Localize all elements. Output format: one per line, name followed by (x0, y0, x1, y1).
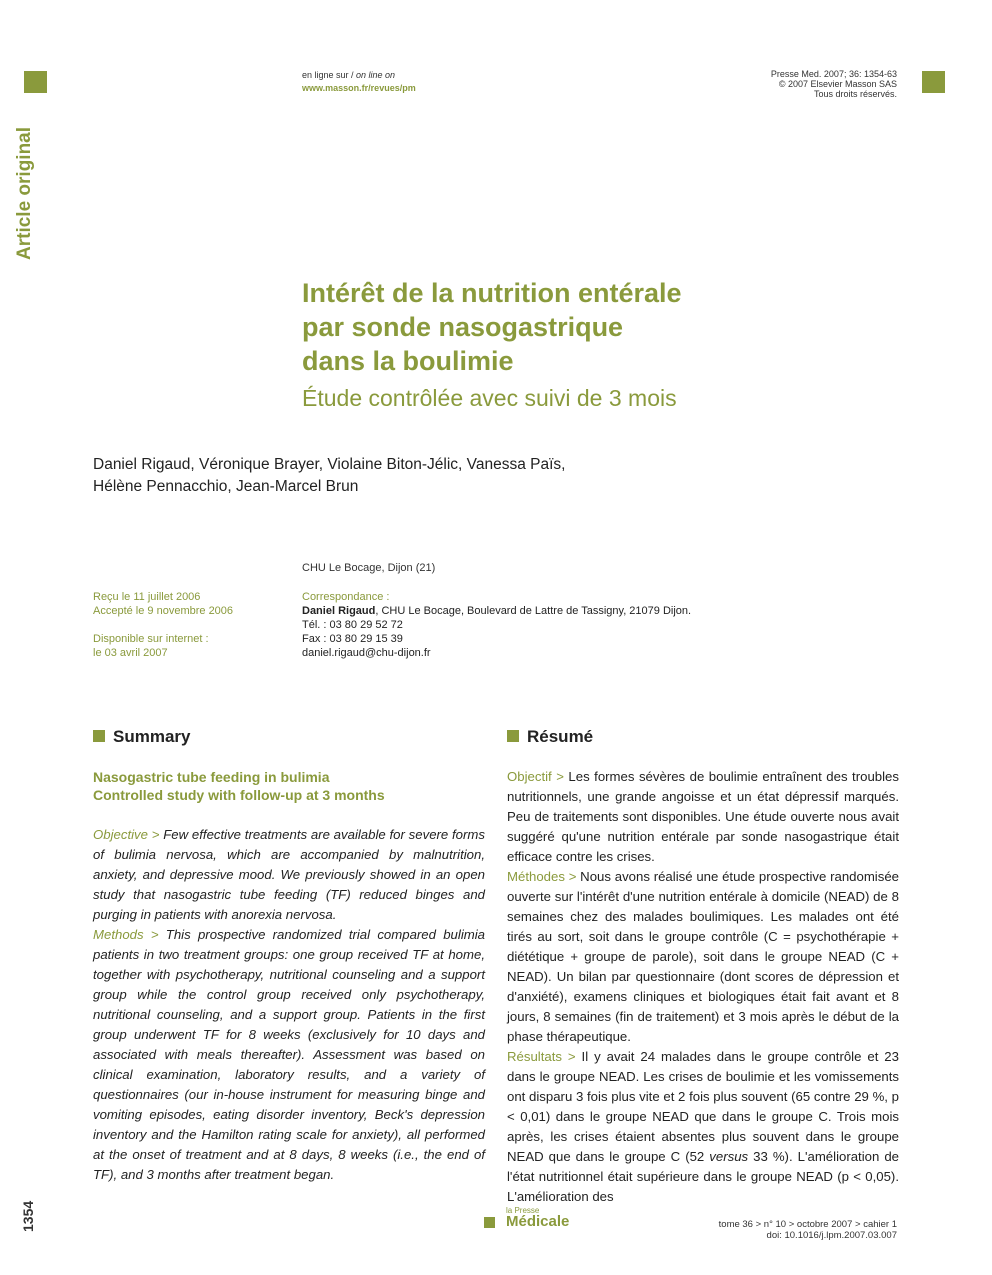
summary-methods (93, 925, 485, 1185)
available-label: Disponible sur internet : (93, 633, 209, 645)
article-subtitle: Étude contrôlée avec suivi de 3 mois (302, 385, 677, 411)
authors (93, 454, 713, 498)
resultats-text-1: Il y avait 24 malades dans le groupe contrôle et 23 dans le groupe NEAD. Les crises de boulimie et les vomissements ont disparu 3 fois plus vite et 2 fois plus souvent (65 contre 29 %, p < 0,01) dans le groupe NEAD que dans le groupe C. Trois mois après, les crises étaient absentes plus souvent dans le groupe NEAD que dans le groupe C (52 (507, 1049, 899, 1164)
resultats-italic: versus (709, 1149, 749, 1164)
resume-objectif (507, 767, 899, 867)
objective-label: Objective > (93, 827, 164, 842)
square-bullet-icon (93, 730, 105, 742)
methods-label: Methods > (93, 927, 166, 942)
methodes-text: Nous avons réalisé une étude prospective randomisée ouverte sur l'intérêt d'une nutrition entérale à domicile (NEAD) de 8 semaines chez des malades boulimiques. Les malades ont été tirés au sort, soit dans le groupe contrôle (C = psychothérapie + diététique + groupe de parole), soit dans le groupe NEAD (C + NEAD). Un bilan par questionnaire (dont scores de dépression et d'anxiété), examens cliniques et biologiques était fait avant et 8 jours, 8 semaines (fin de traitement) et 3 mois après le début de la phase thérapeutique. (507, 869, 899, 1044)
correspondence (302, 590, 752, 660)
citation (771, 69, 897, 99)
logo-main-text: Médicale (506, 1213, 570, 1230)
corner-square-right (922, 71, 945, 93)
doi-line: doi: 10.1016/j.lpm.2007.03.007 (766, 1230, 897, 1241)
resume-heading (507, 727, 593, 747)
resume-resultats (507, 1047, 899, 1207)
summary-body (93, 825, 485, 1185)
correspondence-name: Daniel Rigaud (302, 605, 376, 617)
title-line: dans la boulimie (302, 346, 514, 376)
logo-square-icon (484, 1217, 495, 1228)
article-title (302, 276, 822, 378)
resume-heading-text: Résumé (527, 727, 594, 746)
summary-objective (93, 825, 485, 925)
summary-heading-text: Summary (113, 727, 191, 746)
resume-body (507, 767, 899, 1207)
title-line: Intérêt de la nutrition entérale (302, 278, 682, 308)
methods-text: This prospective randomized trial compared bulimia patients in two treatment groups: one group received TF at home, together with psychotherapy, nutritional counseling and a support group while the control group received only psychotherapy, nutritional counseling, and a support group. Patients in the first group underwent TF for 8 weeks (exclusively for 10 days and associated with meals thereafter). Assessment was based on clinical examination, laboratory results, and a variety of questionnaires (our in-house instrument for measuring binge and vomiting episodes, eating disorder inventory, Beck's depression inventory and the Hamilton rating scale for anxiety), all performed at the onset of treatment and at 8 days, 8 weeks (i.e., the end of TF), and 3 months after treatment began. (93, 927, 485, 1182)
objectif-text: Les formes sévères de boulimie entraînent des troubles nutritionnels, une grande angoisse et un état dépressif marqués. Peu de traitements sont disponibles. Une étude ouverte nous avait suggéré qu'une nutrition entérale par sonde nasogastrique était efficace contre les crises. (507, 769, 899, 864)
authors-line: Hélène Pennacchio, Jean-Marcel Brun (93, 478, 359, 495)
date-accepted: Accepté le 9 novembre 2006 (93, 605, 234, 617)
citation-line: © 2007 Elsevier Masson SAS (778, 79, 897, 89)
methodes-label: Méthodes > (507, 869, 581, 884)
correspondence-email[interactable]: daniel.rigaud@chu-dijon.fr (302, 647, 431, 659)
correspondence-fax: Fax : 03 80 29 15 39 (302, 633, 403, 645)
citation-line: Tous droits réservés. (813, 89, 897, 99)
issue-line: tome 36 > n° 10 > octobre 2007 > cahier 1 (718, 1219, 897, 1230)
citation-line: Presse Med. 2007; 36: 1354-63 (770, 69, 897, 79)
summary-heading (93, 727, 190, 747)
summary-subtitle (93, 768, 485, 804)
page-number: 1354 (20, 1200, 36, 1232)
resultats-label: Résultats > (507, 1049, 582, 1064)
online-italic: on line on (356, 70, 396, 80)
objective-text: Few effective treatments are available for severe forms of bulimia nervosa, which are accompanied by malnutrition, anxiety, and depressive mood. We previously showed in an open study that nasogastric tube feeding (TF) reduced binges and purging in patients with anorexia nervosa. (93, 827, 485, 922)
correspondence-label: Correspondance : (302, 591, 390, 603)
summary-subtitle-line: Nasogastric tube feeding in bulimia (93, 769, 330, 785)
summary-subtitle-line: Controlled study with follow-up at 3 months (93, 787, 385, 803)
corner-square-left (24, 71, 47, 93)
article-type-label: Article original (14, 126, 35, 260)
available-date: le 03 avril 2007 (93, 647, 168, 659)
objectif-label: Objectif > (507, 769, 569, 784)
authors-line: Daniel Rigaud, Véronique Brayer, Violaine Biton-Jélic, Vanessa Païs, (93, 456, 566, 473)
logo-top-text: la Presse (506, 1206, 540, 1215)
issue-reference (719, 1219, 897, 1241)
online-info (302, 69, 416, 95)
resultats-text-2: 33 %). L'amélioration de l'état nutritionnel était supérieure dans le groupe NEAD (p < 0,05). L'amélioration des (507, 1149, 900, 1204)
affiliation: CHU Le Bocage, Dijon (21) (302, 562, 436, 574)
correspondence-tel: Tél. : 03 80 29 52 72 (302, 619, 403, 631)
resume-methodes (507, 867, 899, 1047)
title-line: par sonde nasogastrique (302, 312, 624, 342)
date-received: Reçu le 11 juillet 2006 (93, 591, 201, 603)
journal-url[interactable]: www.masson.fr/revues/pm (302, 83, 416, 93)
square-bullet-icon (507, 730, 519, 742)
article-dates (93, 590, 293, 660)
online-prefix: en ligne sur / (302, 70, 357, 80)
correspondence-address: , CHU Le Bocage, Boulevard de Lattre de Tassigny, 21079 Dijon. (375, 605, 692, 617)
